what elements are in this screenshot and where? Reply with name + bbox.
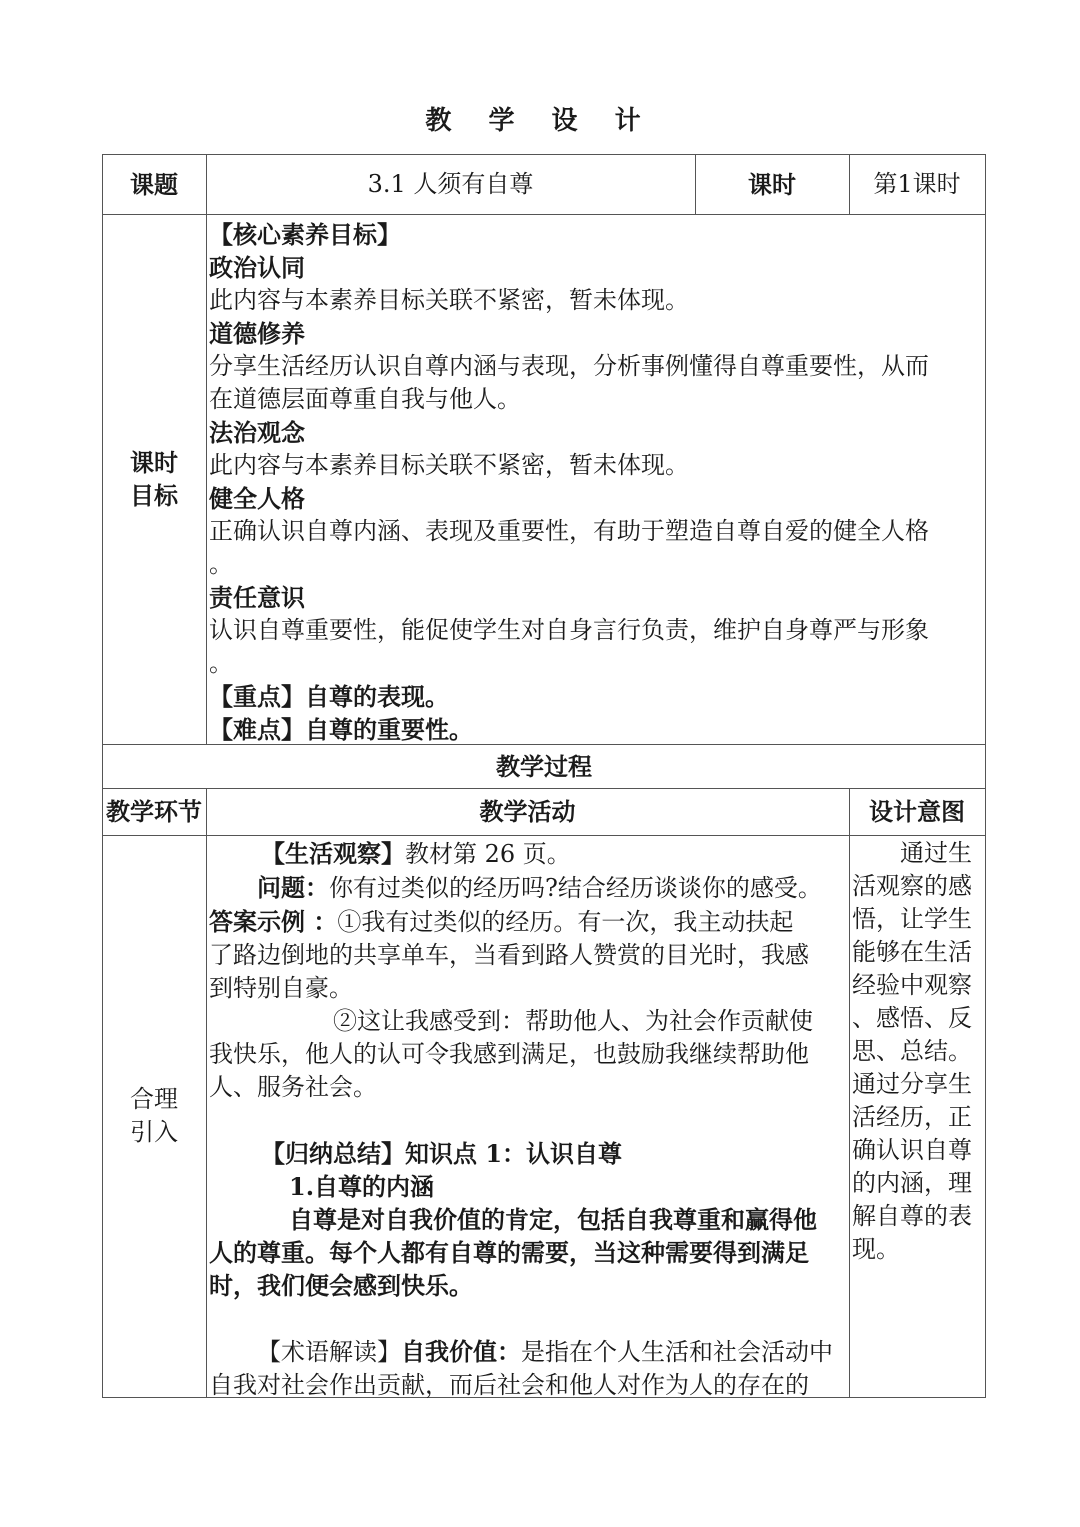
- col-intent-header: 设计意图: [869, 797, 965, 826]
- intent-line: 现。: [852, 1235, 900, 1263]
- intent-line: 的内涵，理: [852, 1169, 972, 1197]
- question-label: 问题：: [257, 873, 329, 902]
- sub-heading: 1.自尊的内涵: [289, 1172, 435, 1201]
- goal-section-title: 政治认同: [209, 253, 305, 282]
- core-goals-heading: 【核心素养目标】: [209, 220, 401, 249]
- goal-section-title: 责任意识: [209, 583, 305, 612]
- summary-tag: 【归纳总结】: [261, 1139, 405, 1168]
- goal-section-text: 分享生活经历认识自尊内涵与表现，分析事例懂得自尊重要性，从而: [209, 352, 929, 380]
- intent-line: 通过生: [900, 839, 972, 867]
- definition-line: 人的尊重。每个人都有自尊的需要，当这种需要得到满足: [209, 1238, 809, 1267]
- intent-line: 解自尊的表: [852, 1202, 972, 1230]
- intent-line: 活经历，正: [852, 1103, 972, 1131]
- lesson-plan-table: [102, 154, 986, 1398]
- definition-line: 时，我们便会感到快乐。: [209, 1271, 473, 1300]
- page-title: 教 学 设 计: [425, 106, 655, 136]
- question-text: 你有过类似的经历吗?结合经历谈谈你的感受。: [329, 874, 822, 902]
- topic-value: 3.1 人须有自尊: [367, 169, 534, 198]
- goal-section-text: 。: [209, 550, 233, 578]
- intro-activity: [209, 837, 849, 1402]
- term-line: [209, 1335, 849, 1369]
- goal-section-text: 此内容与本素养目标关联不紧密，暂未体现。: [209, 286, 689, 314]
- goals-row-label-line2: 目标: [130, 481, 178, 510]
- observation-text: 教材第 26 页。: [405, 840, 571, 868]
- intent-line: 思、总结。: [852, 1037, 972, 1065]
- intent-line: 、感悟、反: [852, 1004, 972, 1032]
- goal-section-text: 此内容与本素养目标关联不紧密，暂未体现。: [209, 451, 689, 479]
- col-stage-header: 教学环节: [106, 797, 202, 826]
- goal-section-text: 在道德层面尊重自我与他人。: [209, 385, 521, 413]
- goals-content: [209, 216, 979, 746]
- summary-text: 知识点 1：认识自尊: [405, 1139, 623, 1168]
- answer-line: 我快乐，他人的认可令我感到满足，也鼓励我继续帮助他: [209, 1040, 809, 1068]
- goals-row-label-line1: 课时: [130, 448, 178, 477]
- summary-line: [209, 1137, 849, 1170]
- goals-row-label: [102, 214, 206, 744]
- spacer: [209, 1104, 849, 1137]
- spacer: [209, 1302, 849, 1335]
- intro-stage-line1: 合理: [130, 1085, 178, 1113]
- answer-line: [209, 905, 849, 939]
- observation-line: [209, 837, 849, 871]
- answer-line: 了路边倒地的共享单车，当看到路人赞赏的目光时，我感: [209, 941, 809, 969]
- term-label: 自我价值：: [401, 1337, 521, 1366]
- answer-text: ①我有过类似的经历。有一次，我主动扶起: [337, 908, 794, 936]
- term-line: 自我对社会作出贡献，而后社会和他人对作为人的存在的: [209, 1371, 809, 1399]
- observation-tag: 【生活观察】: [261, 839, 405, 868]
- goal-section-title: 健全人格: [209, 484, 305, 513]
- question-line: [209, 871, 849, 905]
- goal-section-text: 认识自尊重要性，能促使学生对自身言行负责，维护自身尊严与形象: [209, 616, 929, 644]
- topic-label: 课题: [130, 169, 178, 199]
- intro-intent: [852, 837, 984, 1266]
- answer-line: 到特别自豪。: [209, 974, 353, 1002]
- intent-line: 经验中观察: [852, 971, 972, 999]
- intent-line: 悟，让学生: [852, 905, 972, 933]
- intent-line: 活观察的感: [852, 872, 972, 900]
- answer-line: 人、服务社会。: [209, 1073, 377, 1101]
- term-text: 是指在个人生活和社会活动中: [521, 1338, 833, 1366]
- answer-label: 答案示例 ：: [209, 907, 338, 936]
- period-label: 课时: [748, 169, 796, 199]
- intro-stage-line2: 引入: [130, 1118, 178, 1146]
- definition-line: 自尊是对自我价值的肯定，包括自我尊重和赢得他: [289, 1205, 817, 1234]
- goal-section-text: 。: [209, 649, 233, 677]
- answer-line: ②这让我感受到：帮助他人、为社会作贡献使: [333, 1007, 813, 1035]
- col-activity-header: 教学活动: [479, 797, 576, 826]
- difficult-point: 【难点】自尊的重要性。: [209, 715, 473, 744]
- goal-section-title: 法治观念: [209, 418, 305, 447]
- intent-line: 通过分享生: [852, 1070, 972, 1098]
- goal-section-text: 正确认识自尊内涵、表现及重要性，有助于塑造自尊自爱的健全人格: [209, 517, 929, 545]
- term-tag: 【术语解读】: [257, 1338, 401, 1366]
- key-point: 【重点】自尊的表现。: [209, 682, 449, 711]
- process-heading: 教学过程: [496, 751, 592, 781]
- intro-stage-label: [102, 835, 206, 1397]
- intent-line: 确认识自尊: [852, 1136, 972, 1164]
- period-value: 第1课时: [873, 169, 961, 198]
- intent-line: 能够在生活: [852, 938, 972, 966]
- goal-section-title: 道德修养: [209, 319, 305, 348]
